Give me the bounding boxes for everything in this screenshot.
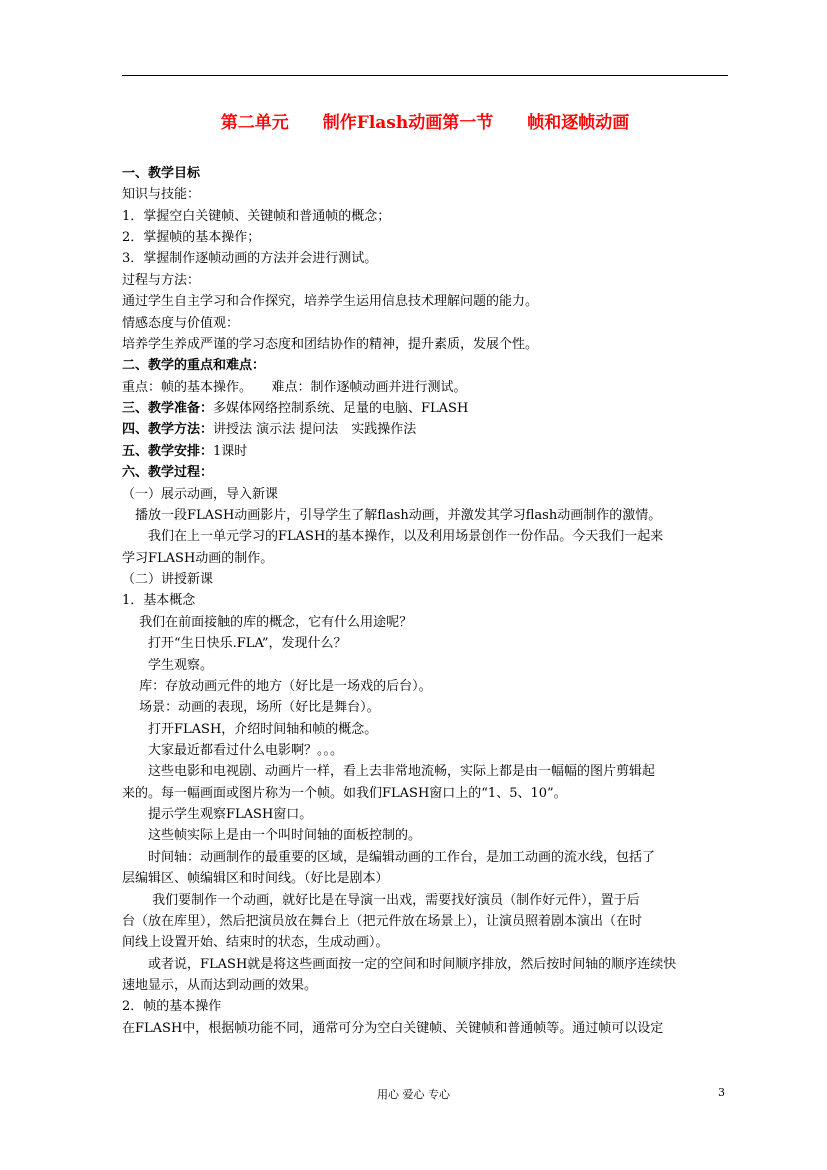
- line-text: 场景：动画的表现，场所（好比是舞台）。: [122, 700, 380, 716]
- body-line: [122, 740, 343, 761]
- line-text: 2．帧的基本操作: [122, 999, 222, 1015]
- line-text: （二）讲授新课: [122, 572, 214, 588]
- page-footer: 用心 爱心 专心: [377, 1088, 450, 1101]
- line-text: 讲授法 演示法 提问法 实践操作法: [213, 422, 417, 438]
- body-line: [122, 184, 200, 205]
- line-text: 来的。每一幅画面或图片称为一个帧。如我们FLASH窗口上的“1、5、10”。: [122, 785, 567, 801]
- line-text: 打开FLASH，介绍时间轴和帧的概念。: [122, 721, 378, 737]
- header-rule: [122, 75, 728, 76]
- body-line: [122, 676, 432, 697]
- line-text: 二、教学的重点和难点：: [122, 358, 266, 374]
- line-text: 提示学生观察FLASH窗口。: [122, 807, 313, 823]
- body-line: [122, 398, 468, 419]
- body-line: [122, 419, 416, 440]
- line-text: 在FLASH中，根据帧功能不同，通常可分为空白关键帧、关键帧和普通帧等。通过帧可以设定: [122, 1020, 664, 1036]
- line-text: 1课时: [213, 443, 248, 459]
- body-line: [122, 890, 640, 911]
- line-text: 情感态度与价值观：: [122, 315, 240, 331]
- section-heading: 四、教学方法：: [122, 422, 214, 438]
- body-line: [122, 633, 347, 654]
- body-line: [122, 825, 421, 846]
- body-line: [122, 975, 317, 996]
- body-line: [122, 548, 273, 569]
- body-line: [122, 954, 676, 975]
- body-line: [122, 313, 239, 334]
- body-line: [122, 1018, 663, 1039]
- body-line: [122, 932, 389, 953]
- body-line: [122, 248, 377, 269]
- line-text: 重点：帧的基本操作。 难点：制作逐帧动画并进行测试。: [122, 379, 467, 395]
- body-line: [122, 484, 278, 505]
- line-text: 3．掌握制作逐帧动画的方法并会进行测试。: [122, 251, 378, 267]
- line-text: 台（放在库里），然后把演员放在舞台上（把元件放在场景上），让演员照着剧本演出（在时: [122, 913, 643, 929]
- body-line: [122, 462, 213, 483]
- line-text: 培养学生养成严谨的学习态度和团结协作的精神，提升素质，发展个性。: [122, 336, 539, 352]
- body-line: [122, 847, 655, 868]
- line-text: （一）展示动画，导入新课: [122, 486, 279, 502]
- page-number: 3: [718, 1086, 725, 1099]
- body-line: [122, 655, 213, 676]
- line-text: 时间轴：动画制作的最重要的区域，是编辑动画的工作台，是加工动画的流水线，包括了: [122, 849, 656, 865]
- body-line: [122, 227, 260, 248]
- section-heading: 三、教学准备：: [122, 401, 214, 417]
- line-text: 1．基本概念: [122, 593, 196, 609]
- line-text: 我们在前面接触的库的概念，它有什么用途呢？: [122, 614, 413, 630]
- body-line: [122, 804, 312, 825]
- line-text: 打开“生日快乐.FLA”，发现什么？: [122, 636, 347, 652]
- body-line: [122, 163, 200, 184]
- line-text: 学习FLASH动画的制作。: [122, 550, 274, 566]
- body-line: [122, 569, 213, 590]
- line-text: 多媒体网络控制系统、足量的电脑、FLASH: [213, 401, 469, 417]
- body-line: [122, 868, 389, 889]
- line-text: 播放一段FLASH动画影片，引导学生了解flash动画，并激发其学习flash动画制作的激情。: [122, 507, 662, 523]
- line-text: 层编辑区、帧编辑区和时间线。（好比是剧本）: [122, 871, 389, 887]
- body-line: [122, 526, 663, 547]
- section-heading: 五、教学安排：: [122, 443, 214, 459]
- body-line: [122, 590, 195, 611]
- body-line: [122, 505, 661, 526]
- line-text: 我们在上一单元学习的FLASH的基本操作，以及利用场景创作一份作品。今天我们一起来: [122, 529, 664, 545]
- line-text: 大家最近都看过什么电影啊？。。。: [122, 742, 344, 758]
- body-line: [122, 612, 412, 633]
- line-text: 2．掌握帧的基本操作；: [122, 230, 261, 246]
- body-line: [122, 697, 380, 718]
- line-text: 过程与方法：: [122, 272, 201, 288]
- line-text: 间线上设置开始、结束时的状态，生成动画）。: [122, 935, 389, 951]
- document-title: 第二单元 制作Flash动画第一节 帧和逐帧动画: [220, 113, 630, 133]
- body-line: [122, 355, 265, 376]
- line-text: 或者说，FLASH就是将这些画面按一定的空间和时间顺序排放，然后按时间轴的顺序连续快: [122, 956, 677, 972]
- body-line: [122, 761, 655, 782]
- body-line: [122, 441, 247, 462]
- body-line: [122, 783, 567, 804]
- body-line: [122, 270, 200, 291]
- line-text: 六、教学过程：: [122, 465, 214, 481]
- line-text: 1．掌握空白关键帧、关键帧和普通帧的概念；: [122, 208, 391, 224]
- line-text: 学生观察。: [122, 657, 214, 673]
- line-text: 我们要制作一个动画，就好比是在导演一出戏，需要找好演员（制作好元件），置于后: [122, 892, 640, 908]
- body-line: [122, 291, 538, 312]
- body-line: [122, 334, 538, 355]
- line-text: 库：存放动画元件的地方（好比是一场戏的后台）。: [122, 678, 432, 694]
- line-text: 这些帧实际上是由一个叫时间轴的面板控制的。: [122, 828, 422, 844]
- body-line: [122, 911, 642, 932]
- body-line: [122, 377, 467, 398]
- body-line: [122, 719, 377, 740]
- line-text: 一、教学目标: [122, 166, 201, 181]
- body-line: [122, 206, 390, 227]
- line-text: 通过学生自主学习和合作探究，培养学生运用信息技术理解问题的能力。: [122, 294, 539, 310]
- line-text: 知识与技能：: [122, 187, 201, 203]
- line-text: 速地显示，从而达到动画的效果。: [122, 978, 318, 994]
- line-text: 这些电影和电视剧、动画片一样，看上去非常地流畅，实际上都是由一幅幅的图片剪辑起: [122, 764, 656, 780]
- body-line: [122, 996, 221, 1017]
